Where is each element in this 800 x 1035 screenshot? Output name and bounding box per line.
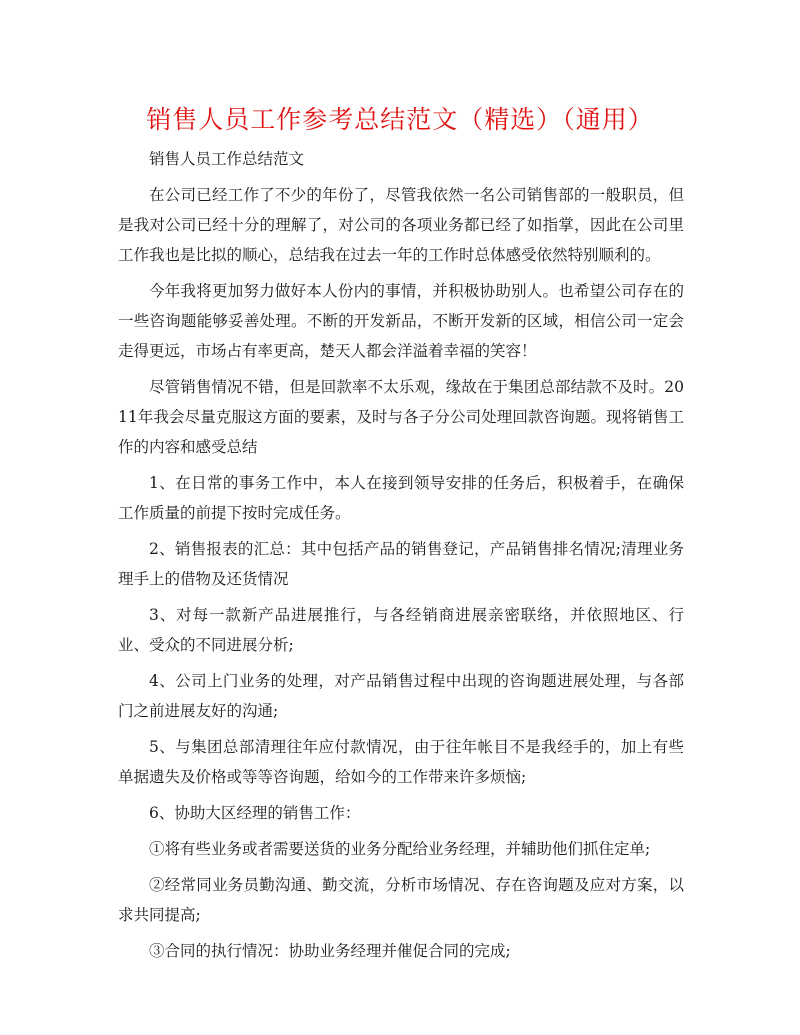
list-item-4: 4、公司上门业务的处理，对产品销售过程中出现的咨询题进展处理，与各部门之前进展友好的沟通; <box>118 672 684 720</box>
list-item-3: 3、对每一款新产品进展推行，与各经销商进展亲密联络，并依照地区、行业、受众的不同进展分析; <box>118 606 684 654</box>
list-item-5: 5、与集团总部清理往年应付款情况，由于往年帐目不是我经手的，加上有些单据遗失及价格或等等咨询题，给如今的工作带来许多烦恼; <box>118 738 684 786</box>
document-title: 销售人员工作参考总结范文（精选）（通用） <box>146 105 654 134</box>
list-item-1: 1、在日常的事务工作中，本人在接到领导安排的任务后，积极着手，在确保工作质量的前提下按时完成任务。 <box>118 474 684 522</box>
document-body <box>118 144 684 972</box>
list-item-2: 2、销售报表的汇总：其中包括产品的销售登记，产品销售排名情况;清理业务理手上的借物及还货情况 <box>118 540 684 588</box>
document-subtitle: 销售人员工作总结范文 <box>149 150 305 168</box>
list-item-6: 6、协助大区经理的销售工作： <box>149 804 361 822</box>
paragraph-1: 在公司已经工作了不少的年份了，尽管我依然一名公司销售部的一般职员，但是我对公司已经十分的理解了，对公司的各项业务都已经了如指掌，因此在公司里工作我也是比拟的顺心，总结我在过去一年的工作时总体感受依然特别顺利的。 <box>118 186 684 264</box>
sub-item-2: ②经常同业务员勤沟通、勤交流，分析市场情况、存在咨询题及应对方案，以求共同提高; <box>118 876 684 924</box>
paragraph-3: 尽管销售情况不错，但是回款率不太乐观，缘故在于集团总部结款不及时。2011年我会尽量克服这方面的要素，及时与各子分公司处理回款咨询题。现将销售工作的内容和感受总结 <box>118 378 684 456</box>
sub-item-1: ①将有些业务或者需要送货的业务分配给业务经理，并辅助他们抓住定单; <box>149 840 651 858</box>
sub-item-3: ③合同的执行情况：协助业务经理并催促合同的完成; <box>149 942 511 960</box>
paragraph-2: 今年我将更加努力做好本人份内的事情，并积极协助别人。也希望公司存在的一些咨询题能够妥善处理。不断的开发新品，不断开发新的区域，相信公司一定会走得更远，市场占有率更高，楚天人都会洋溢着幸福的笑容！ <box>118 282 684 360</box>
